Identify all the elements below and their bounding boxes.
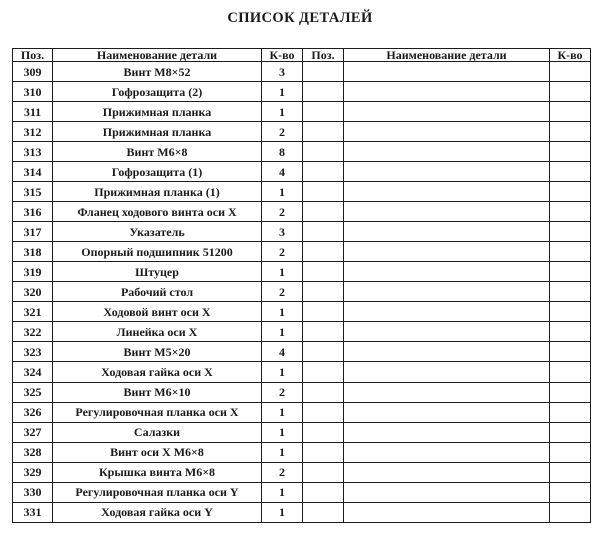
cell-pos-left: 312: [13, 122, 53, 142]
cell-pos-left: 322: [13, 322, 53, 342]
cell-name-left: Прижимная планка (1): [53, 182, 262, 202]
table-row: [13, 282, 591, 302]
cell-pos-right: [303, 242, 344, 262]
cell-pos-right: [303, 322, 344, 342]
cell-pos-left: 313: [13, 142, 53, 162]
cell-qty-right: [550, 262, 591, 282]
cell-name-right: [344, 102, 550, 122]
cell-qty-left: 2: [262, 122, 303, 142]
cell-name-right: [344, 482, 550, 502]
cell-pos-left: 326: [13, 402, 53, 422]
cell-name-right: [344, 202, 550, 222]
column-header-qty-right: К-во: [550, 49, 591, 62]
cell-pos-right: [303, 282, 344, 302]
cell-pos-left: 323: [13, 342, 53, 362]
table-row: [13, 222, 591, 242]
cell-name-left: Указатель: [53, 222, 262, 242]
table-row: [13, 482, 591, 502]
cell-name-left: Ходовой винт оси X: [53, 302, 262, 322]
cell-pos-right: [303, 482, 344, 502]
cell-name-right: [344, 182, 550, 202]
cell-pos-right: [303, 222, 344, 242]
cell-pos-right: [303, 462, 344, 482]
cell-qty-right: [550, 342, 591, 362]
cell-name-left: Рабочий стол: [53, 282, 262, 302]
table-row: [13, 302, 591, 322]
cell-qty-right: [550, 322, 591, 342]
cell-qty-left: 1: [262, 182, 303, 202]
cell-qty-right: [550, 202, 591, 222]
cell-name-left: Крышка винта М6×8: [53, 462, 262, 482]
cell-qty-left: 1: [262, 82, 303, 102]
cell-pos-left: 328: [13, 442, 53, 462]
cell-qty-left: 2: [262, 462, 303, 482]
cell-pos-right: [303, 82, 344, 102]
column-header-pos-right: Поз.: [303, 49, 344, 62]
cell-qty-right: [550, 62, 591, 82]
table-row: [13, 102, 591, 122]
table-row: [13, 202, 591, 222]
table-row: [13, 442, 591, 462]
cell-pos-right: [303, 162, 344, 182]
cell-qty-right: [550, 162, 591, 182]
cell-pos-right: [303, 382, 344, 402]
table-row: [13, 142, 591, 162]
cell-pos-right: [303, 362, 344, 382]
cell-pos-right: [303, 102, 344, 122]
cell-qty-left: 1: [262, 102, 303, 122]
cell-name-right: [344, 402, 550, 422]
cell-qty-left: 2: [262, 242, 303, 262]
cell-pos-left: 331: [13, 502, 53, 522]
cell-name-right: [344, 322, 550, 342]
cell-pos-right: [303, 62, 344, 82]
table-row: [13, 62, 591, 82]
parts-table-header: [13, 49, 591, 62]
cell-name-left: Винт оси X М6×8: [53, 442, 262, 462]
column-header-name-left: Наименование детали: [53, 49, 262, 62]
cell-pos-right: [303, 302, 344, 322]
cell-name-left: Винт М6×8: [53, 142, 262, 162]
cell-pos-left: 311: [13, 102, 53, 122]
cell-qty-left: 1: [262, 402, 303, 422]
cell-qty-right: [550, 482, 591, 502]
cell-name-left: Салазки: [53, 422, 262, 442]
table-row: [13, 322, 591, 342]
cell-pos-left: 327: [13, 422, 53, 442]
cell-name-left: Прижимная планка: [53, 122, 262, 142]
cell-qty-left: 1: [262, 322, 303, 342]
cell-pos-left: 318: [13, 242, 53, 262]
column-header-qty-left: К-во: [262, 49, 303, 62]
cell-name-right: [344, 222, 550, 242]
cell-pos-left: 315: [13, 182, 53, 202]
cell-name-left: Гофрозащита (2): [53, 82, 262, 102]
table-row: [13, 502, 591, 522]
cell-pos-left: 330: [13, 482, 53, 502]
table-row: [13, 262, 591, 282]
cell-name-left: Прижимная планка: [53, 102, 262, 122]
cell-name-right: [344, 162, 550, 182]
page-title: СПИСОК ДЕТАЛЕЙ: [227, 10, 373, 26]
cell-pos-right: [303, 502, 344, 522]
cell-pos-right: [303, 142, 344, 162]
cell-qty-right: [550, 422, 591, 442]
cell-name-left: Винт М6×10: [53, 382, 262, 402]
cell-name-left: Гофрозащита (1): [53, 162, 262, 182]
cell-pos-left: 316: [13, 202, 53, 222]
cell-name-left: Опорный подшипник 51200: [53, 242, 262, 262]
cell-pos-right: [303, 422, 344, 442]
cell-qty-right: [550, 282, 591, 302]
cell-qty-right: [550, 122, 591, 142]
cell-qty-left: 1: [262, 482, 303, 502]
column-header-name-right: Наименование детали: [344, 49, 550, 62]
cell-qty-left: 3: [262, 62, 303, 82]
table-row: [13, 422, 591, 442]
table-row: [13, 462, 591, 482]
cell-qty-left: 3: [262, 222, 303, 242]
cell-pos-left: 309: [13, 62, 53, 82]
cell-qty-right: [550, 102, 591, 122]
cell-name-left: Винт М5×20: [53, 342, 262, 362]
cell-pos-right: [303, 262, 344, 282]
cell-qty-left: 4: [262, 342, 303, 362]
cell-qty-left: 1: [262, 502, 303, 522]
cell-name-left: Ходовая гайка оси X: [53, 362, 262, 382]
cell-pos-left: 319: [13, 262, 53, 282]
cell-qty-right: [550, 462, 591, 482]
cell-qty-left: 1: [262, 442, 303, 462]
cell-pos-right: [303, 122, 344, 142]
cell-qty-left: 1: [262, 302, 303, 322]
cell-qty-left: 2: [262, 382, 303, 402]
cell-qty-left: 1: [262, 422, 303, 442]
cell-name-right: [344, 462, 550, 482]
cell-qty-left: 1: [262, 362, 303, 382]
cell-name-left: Винт М8×52: [53, 62, 262, 82]
cell-qty-left: 4: [262, 162, 303, 182]
table-row: [13, 362, 591, 382]
table-row: [13, 242, 591, 262]
cell-name-right: [344, 362, 550, 382]
header-row: [13, 49, 591, 62]
cell-qty-right: [550, 502, 591, 522]
cell-qty-right: [550, 142, 591, 162]
cell-qty-right: [550, 382, 591, 402]
cell-qty-right: [550, 182, 591, 202]
cell-name-right: [344, 442, 550, 462]
cell-qty-right: [550, 242, 591, 262]
cell-pos-left: 314: [13, 162, 53, 182]
column-header-pos-left: Поз.: [13, 49, 53, 62]
cell-qty-left: 2: [262, 282, 303, 302]
table-row: [13, 162, 591, 182]
cell-pos-right: [303, 442, 344, 462]
cell-qty-right: [550, 442, 591, 462]
cell-pos-left: 320: [13, 282, 53, 302]
cell-qty-left: 1: [262, 262, 303, 282]
cell-qty-left: 8: [262, 142, 303, 162]
cell-name-left: Регулировочная планка оси Y: [53, 482, 262, 502]
cell-pos-left: 329: [13, 462, 53, 482]
cell-name-right: [344, 262, 550, 282]
cell-name-left: Регулировочная планка оси X: [53, 402, 262, 422]
cell-name-left: Линейка оси X: [53, 322, 262, 342]
cell-name-right: [344, 382, 550, 402]
cell-name-right: [344, 422, 550, 442]
table-row: [13, 382, 591, 402]
cell-qty-right: [550, 302, 591, 322]
cell-name-right: [344, 502, 550, 522]
cell-qty-right: [550, 82, 591, 102]
table-row: [13, 82, 591, 102]
cell-pos-left: 310: [13, 82, 53, 102]
cell-pos-right: [303, 182, 344, 202]
cell-pos-right: [303, 402, 344, 422]
cell-name-right: [344, 82, 550, 102]
cell-qty-left: 2: [262, 202, 303, 222]
parts-table-body: [13, 62, 591, 523]
cell-name-left: Ходовая гайка оси Y: [53, 502, 262, 522]
cell-pos-left: 325: [13, 382, 53, 402]
cell-qty-right: [550, 362, 591, 382]
cell-name-right: [344, 122, 550, 142]
cell-name-right: [344, 342, 550, 362]
cell-name-right: [344, 282, 550, 302]
cell-pos-left: 324: [13, 362, 53, 382]
cell-name-left: Штуцер: [53, 262, 262, 282]
cell-name-right: [344, 62, 550, 82]
parts-table: [12, 48, 591, 523]
cell-name-left: Фланец ходового винта оси X: [53, 202, 262, 222]
cell-pos-left: 321: [13, 302, 53, 322]
cell-pos-left: 317: [13, 222, 53, 242]
table-row: [13, 402, 591, 422]
cell-qty-right: [550, 222, 591, 242]
table-row: [13, 122, 591, 142]
cell-name-right: [344, 242, 550, 262]
cell-pos-right: [303, 202, 344, 222]
cell-qty-right: [550, 402, 591, 422]
table-row: [13, 342, 591, 362]
cell-name-right: [344, 302, 550, 322]
table-row: [13, 182, 591, 202]
cell-name-right: [344, 142, 550, 162]
cell-pos-right: [303, 342, 344, 362]
